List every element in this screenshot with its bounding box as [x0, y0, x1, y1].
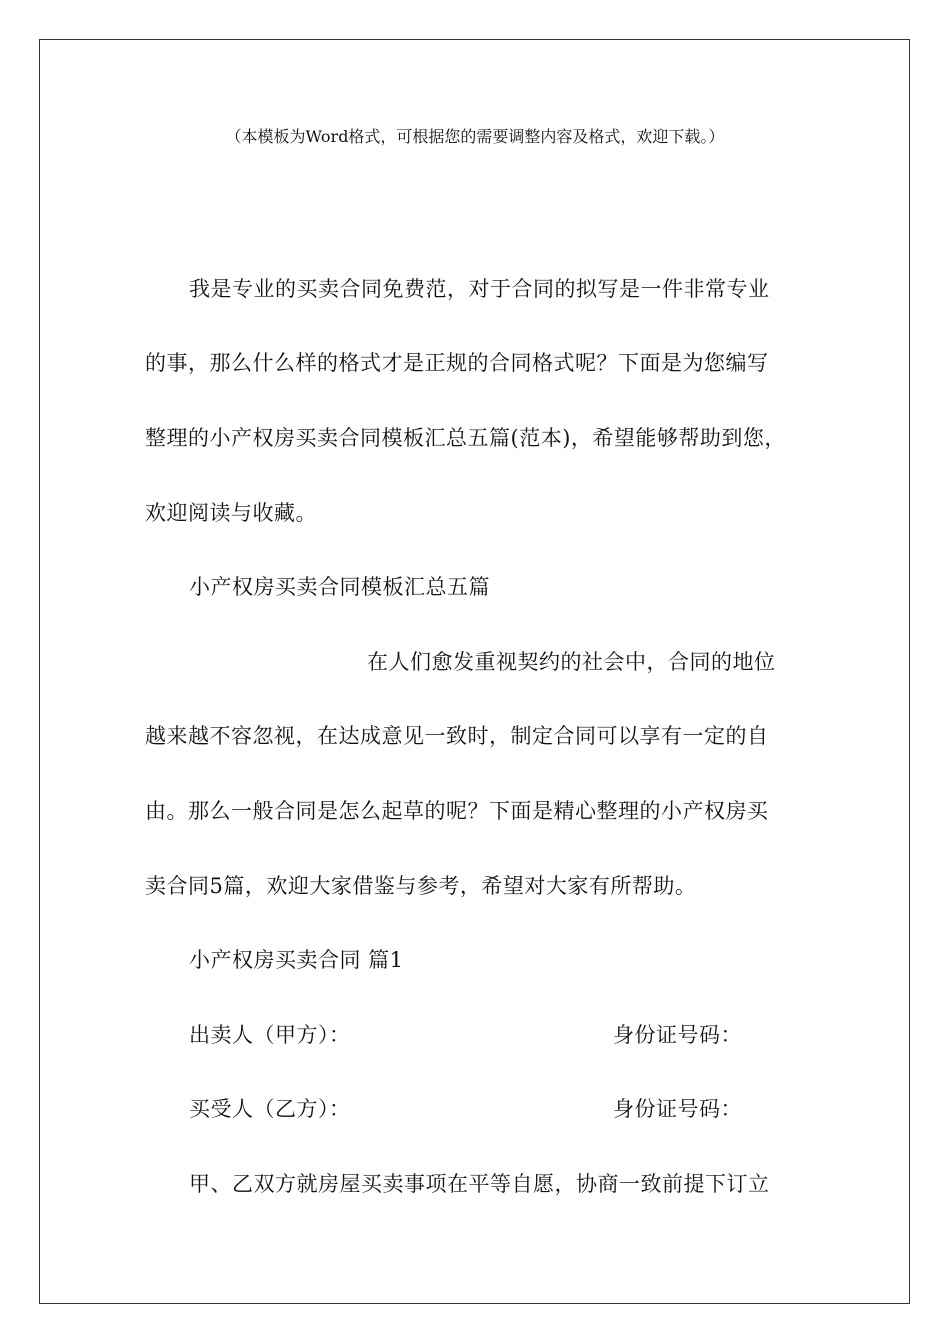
seller-id-label: 身份证号码： [613, 1023, 742, 1047]
preface-line-2: 越来越不容忽视，在达成意见一致时，制定合同可以享有一定的自 [145, 724, 769, 748]
intro-line-2: 的事，那么什么样的格式才是正规的合同格式呢？下面是为您编写 [145, 351, 769, 375]
intro-line-4: 欢迎阅读与收藏。 [145, 501, 317, 525]
buyer-label: 买受人（乙方）： [189, 1097, 351, 1121]
seller-label: 出卖人（甲方）： [189, 1023, 351, 1047]
intro-line-1: 我是专业的买卖合同免费范，对于合同的拟写是一件非常专业 [189, 277, 770, 301]
template-note: （本模板为Word格式，可根据您的需要调整内容及格式，欢迎下载。） [225, 127, 725, 146]
buyer-id-label: 身份证号码： [613, 1097, 742, 1121]
document-title: 小产权房买卖合同模板汇总五篇 [189, 575, 490, 599]
section-title: 小产权房买卖合同 篇1 [189, 948, 404, 972]
preface-line-3: 由。那么一般合同是怎么起草的呢？下面是精心整理的小产权房买 [145, 799, 769, 823]
clause-start: 甲、乙双方就房屋买卖事项在平等自愿，协商一致前提下订立 [189, 1172, 770, 1196]
preface-line-1: 在人们愈发重视契约的社会中，合同的地位 [367, 650, 776, 674]
preface-line-4: 卖合同5篇，欢迎大家借鉴与参考，希望对大家有所帮助。 [145, 874, 697, 898]
intro-line-3: 整理的小产权房买卖合同模板汇总五篇(范本)，希望能够帮助到您， [145, 426, 786, 450]
